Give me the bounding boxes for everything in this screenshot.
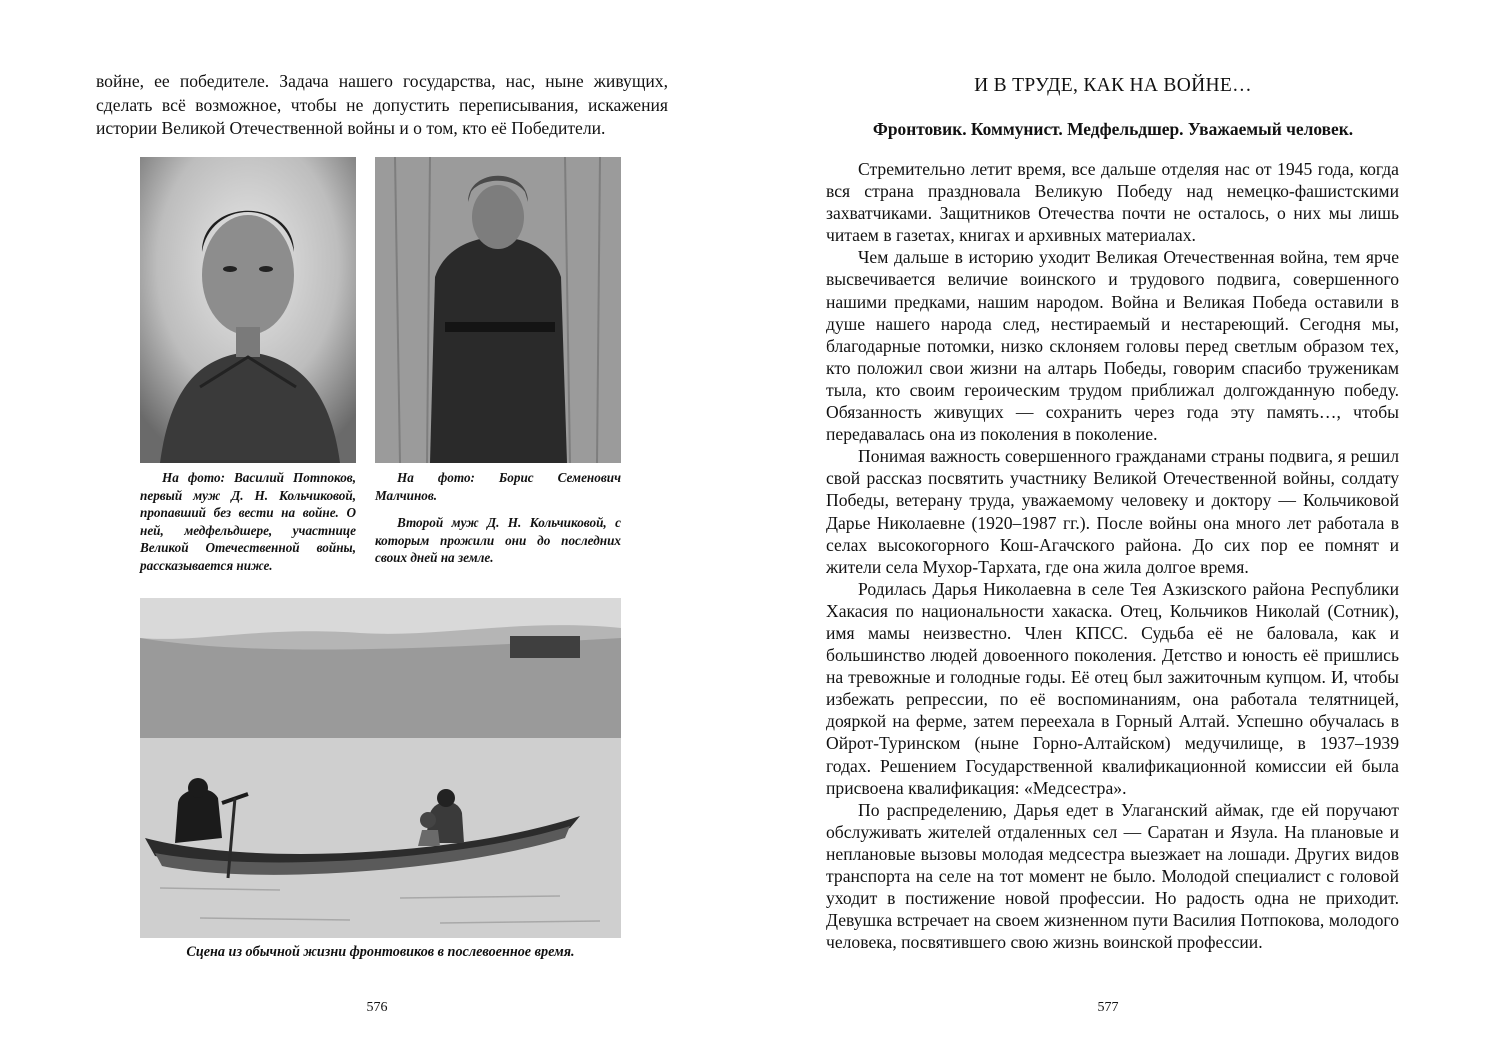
photo-boat-scene <box>140 598 621 938</box>
photo2-caption-second: Второй муж Д. Н. Кольчиковой, с которым прожили они до последних своих дней на земле. <box>375 515 621 565</box>
paragraph-4: Родилась Дарья Николаевна в селе Тея Азкизского района Республики Хакасия по национальности хакаска. Отец, Кольчиков Николай (Сотник), имя мамы неизвестно. Член КПСС. Судьба её не баловала, как и большинство людей довоенного поколения. Детство и юность её пришлись на тревожные и голодные годы. Её отец был зажиточным купцом. И, чтобы избежать репрессии, по её воспоминаниям, она работала телятницей, дояркой на ферме, затем переехала в Горный Алтай. Успешно обучалась в Ойрот-Туринском (ныне Горно-Алтайском) медучилище, в 1937–1939 годах. Решением Государственной квалификационной комиссии ей была присвоена квалификация: «Медсестра». <box>826 578 1399 798</box>
page-number-left: 576 <box>366 1000 388 1015</box>
paragraph-1: Стремительно летит время, все дальше отделяя нас от 1945 года, когда вся страна праздновала Великую Победу над немецко-фашистскими захватчиками. Защитников Отечества почти не осталось, о них мы лишь читаем в газетах, книгах и архивных материалах. <box>826 159 1399 246</box>
photo2-caption: На фото: Борис Семенович Малчинов. <box>375 470 621 503</box>
photo3-caption: Сцена из обычной жизни фронтовиков в послевоенное время. <box>186 944 575 960</box>
page-number-right: 577 <box>1097 1000 1119 1015</box>
paragraph-5: По распределению, Дарья едет в Улаганский аймак, где ей поручают обслуживать жителей отдаленных сел — Саратан и Язула. На плановые и неплановые вызовы молодая медсестра выезжает на лошади. Других видов транспорта на селе на тот момент не было. Молодой специалист с головой уходит в постижение новой профессии. Но радость одна не приходит. Девушка встречает на своем жизненном пути Василия Потпокова, молодого человека, посвятившего свою жизнь воинской профессии. <box>826 799 1399 953</box>
article-body <box>826 158 1399 953</box>
paragraph-2: Чем дальше в историю уходит Великая Отечественная война, тем ярче высвечивается величие воинского и трудового подвига, совершенного нашими предками, нашим народом. Война и Великая Победа оставили в душе нашего народа след, нестираемый и нестареющий. Сегодня мы, благодарные потомки, низко склоняем головы перед светлым образом тех, кто положил свои жизни на алтарь Победы, говорим спасибо труженикам тыла, кто своим героическим трудом приближал долгожданную победу. Обязанность живущих — сохранить через года эту память…, чтобы передавалась она из поколения в поколение. <box>826 247 1399 445</box>
portrait-photo-vasily <box>140 157 356 463</box>
chapter-subheading: Фронтовик. Коммунист. Медфельдшер. Уважаемый человек. <box>872 119 1354 139</box>
chapter-heading: И В ТРУДЕ, КАК НА ВОЙНЕ… <box>974 75 1252 96</box>
right-page <box>746 0 1492 1058</box>
intro-paragraph: войне, ее победителе. Задача нашего государства, нас, ныне живущих, сделать всё возможное, чтобы не допустить переписывания, искажения истории Великой Отечественной войны и о том, кто её Победители. <box>96 71 668 138</box>
photo1-caption: На фото: Василий Потпоков, первый муж Д. Н. Кольчиковой, пропавший без вести на войне. О ней, медфельдшере, участнице Великой Отечественной войны, рассказывается ниже. <box>140 470 356 573</box>
photo-soldier-boris <box>375 157 621 463</box>
paragraph-3: Понимая важность совершенного гражданами страны подвига, я решил свой рассказ посвятить участнику Великой Отечественной войны, солдату Победы, ветерану труда, уважаемому человеку и доктору — Кольчиковой Дарье Николаевне (1920–1987 гг.). После войны она много лет работала в селах высокогорного Кош-Агачского района. До сих пор ее помнят и жители села Мухор-Тархата, где она жила долгое время. <box>826 446 1399 577</box>
